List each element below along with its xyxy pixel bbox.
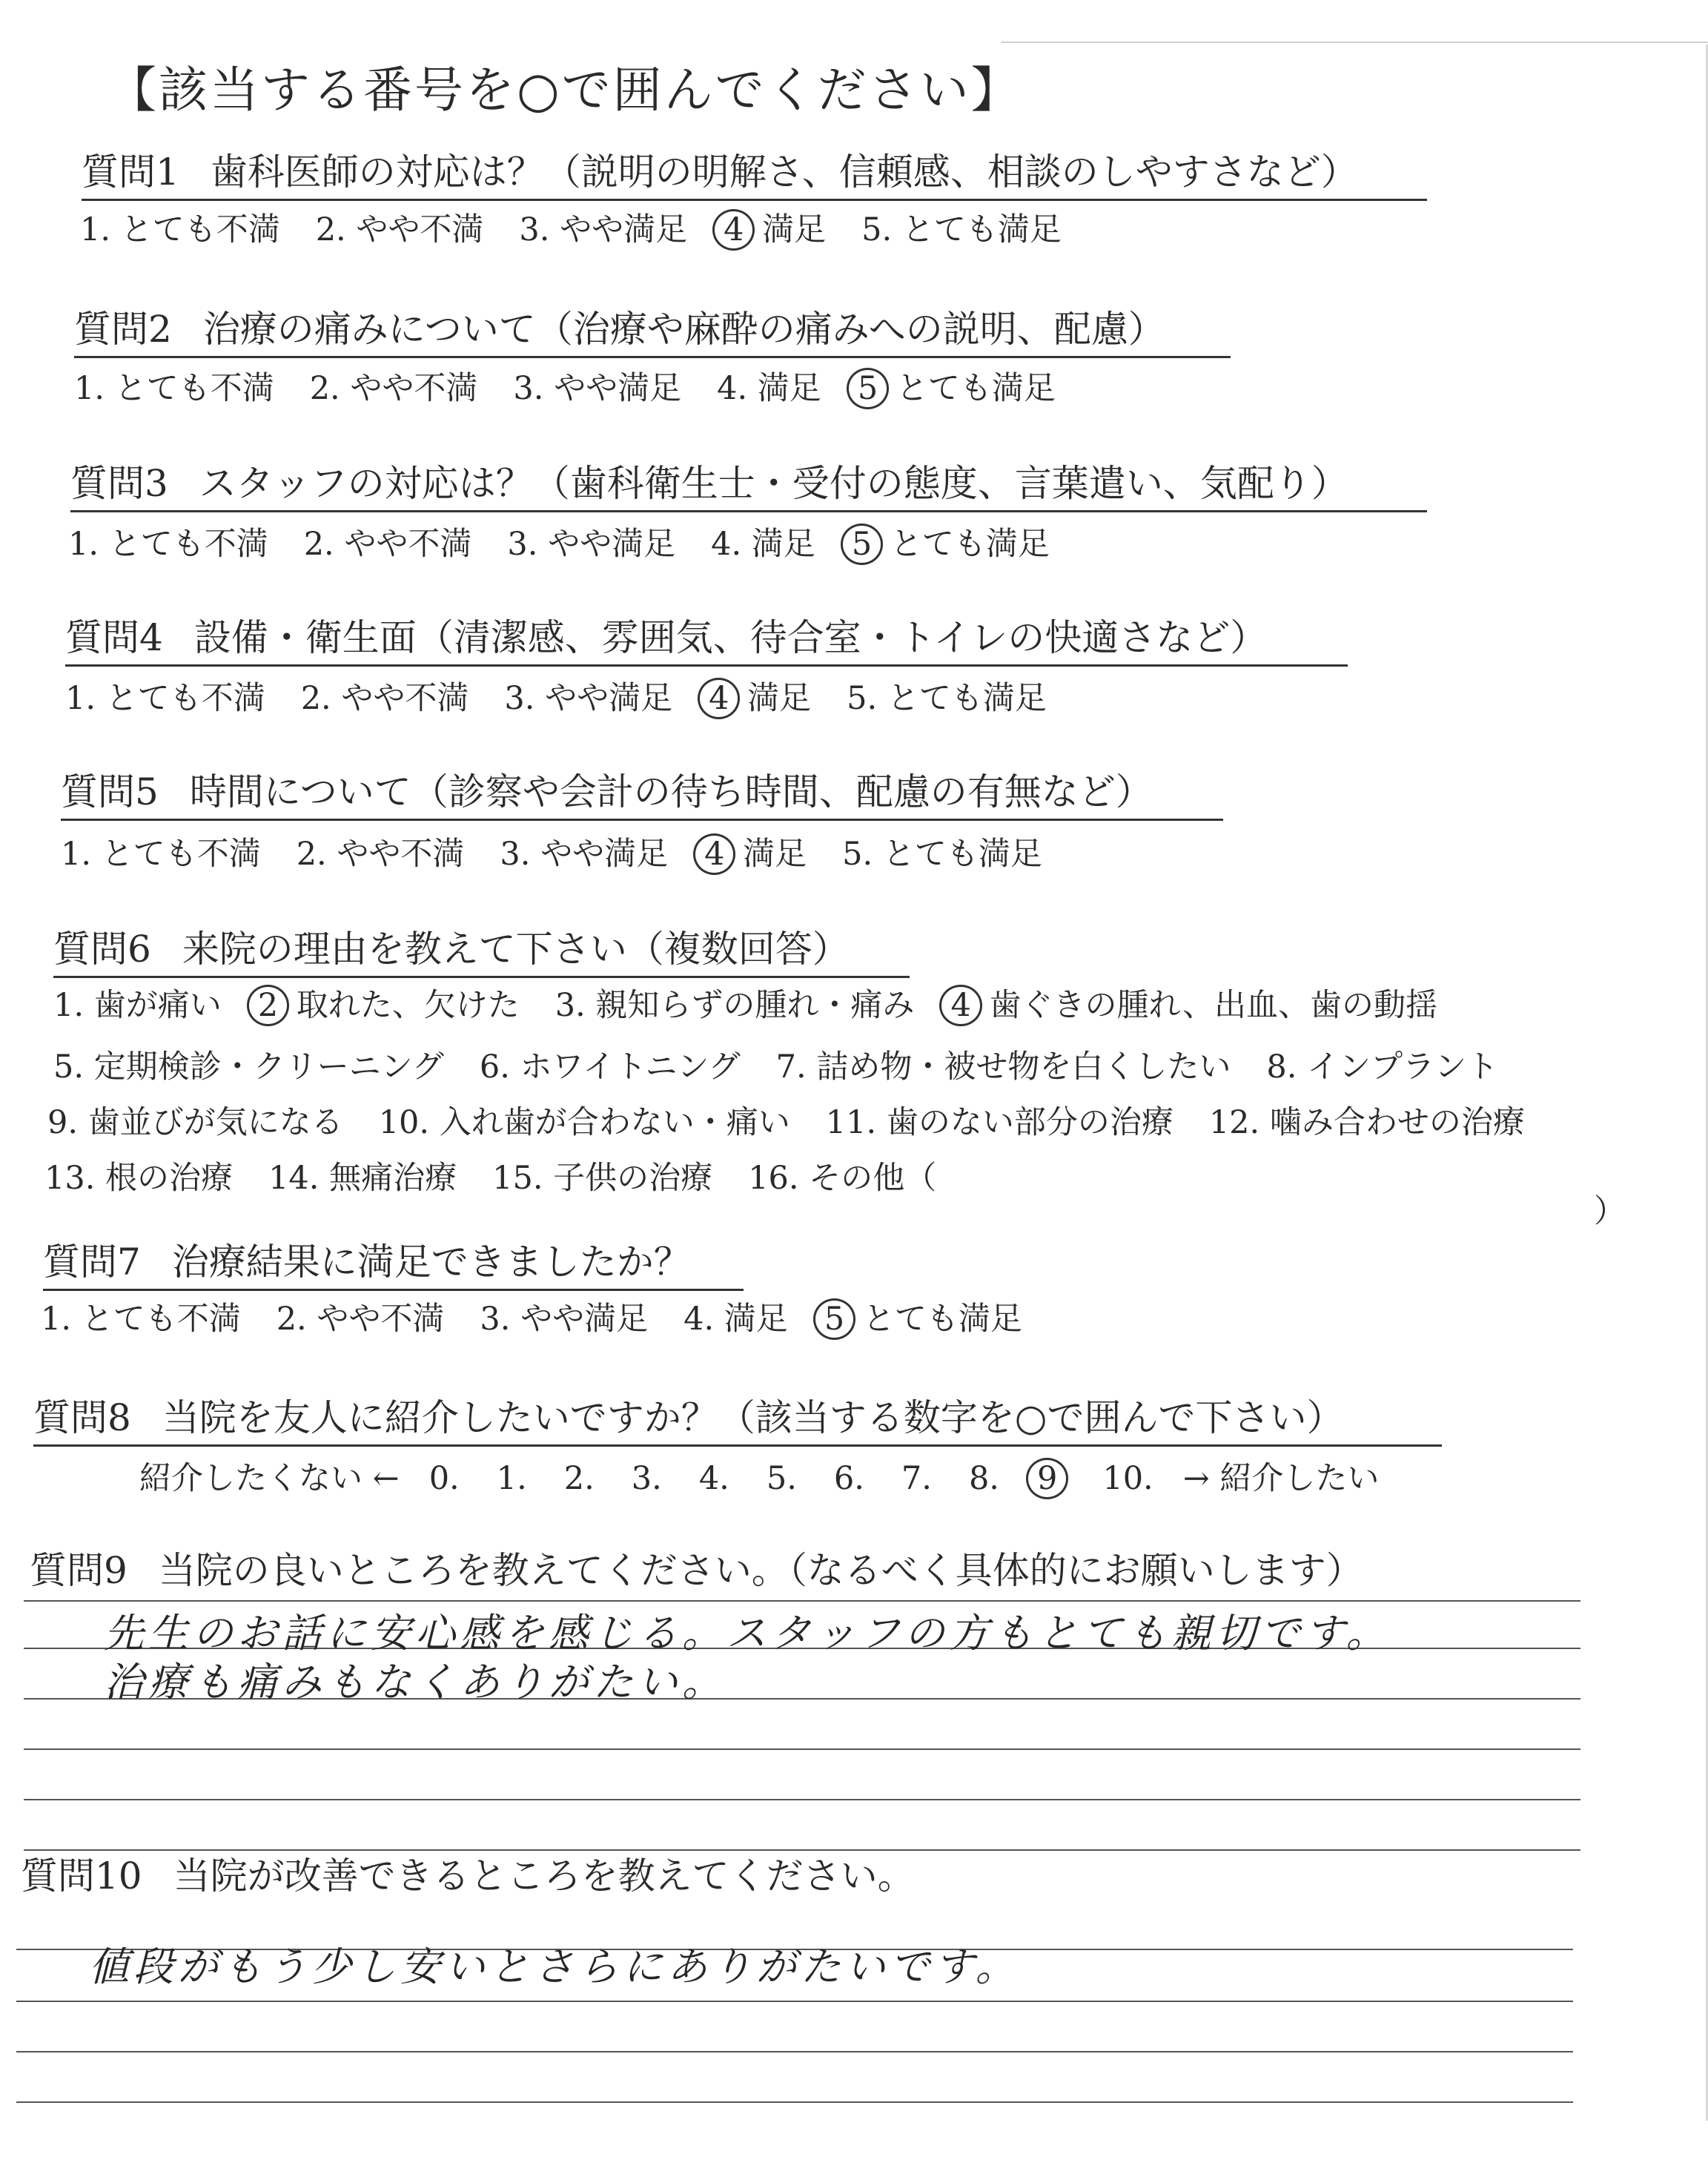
question-1-label: 質問1: [82, 151, 179, 194]
question-5-heading: [61, 762, 1223, 821]
q7-selected-circle: 5: [813, 1298, 855, 1340]
q8-scale-left-label: 紹介したくない ←: [139, 1460, 400, 1497]
q8-scale-right-label: → 紹介したい: [1182, 1460, 1380, 1497]
question-8-heading: [33, 1388, 1442, 1447]
question-2-label: 質問2: [74, 308, 172, 351]
q7-option-5-selected[interactable]: 5 とても満足: [824, 1301, 1022, 1338]
q9-handwritten-answer-line-1: 先生のお話に安心感を感じる。スタッフの方もとても親切です。: [104, 1610, 1391, 1657]
question-5-options: [61, 829, 1078, 875]
q4-selected-circle: 4: [698, 678, 740, 719]
q8-scale-8[interactable]: 8.: [968, 1460, 999, 1497]
q2-option-1[interactable]: 1. とても不満: [74, 370, 274, 407]
q2-option-4[interactable]: 4. 満足: [717, 370, 821, 407]
q10-ruled-line-2: [16, 2001, 1573, 2002]
question-8-scale: [139, 1453, 1379, 1499]
q8-scale-6[interactable]: 6.: [833, 1460, 864, 1497]
q8-scale-9-selected[interactable]: [1036, 1460, 1065, 1497]
q6-other-close-paren: ）: [1594, 1193, 1626, 1230]
question-3-options: [68, 519, 1085, 565]
q8-scale-0[interactable]: 0.: [428, 1460, 460, 1497]
question-4-options: [65, 673, 1082, 719]
q9-ruled-line-4: [24, 1748, 1580, 1750]
q1-selected-circle: 4: [712, 209, 755, 251]
q2-option-5-selected[interactable]: 5 とても満足: [857, 370, 1056, 407]
question-6-row-2: [53, 1042, 1534, 1087]
q6-option-4-selected[interactable]: 4 歯ぐきの腫れ、出血、歯の動揺: [950, 987, 1437, 1024]
question-6-row-1: [53, 980, 1473, 1026]
q5-selected-circle: 4: [693, 833, 735, 875]
question-3-text: スタッフの対応は？（歯科衛生士・受付の態度、言葉遣い、気配り）: [199, 462, 1348, 505]
q3-selected-circle: 5: [841, 524, 883, 565]
question-7-label: 質問7: [43, 1241, 141, 1284]
question-7-text: 治療結果に満足できましたか？: [171, 1241, 691, 1284]
q4-option-1[interactable]: 1. とても不満: [65, 680, 265, 717]
scan-edge-top: [1001, 42, 1708, 43]
q8-selected-circle: 9: [1026, 1458, 1068, 1499]
q2-option-2[interactable]: 2. やや不満: [309, 370, 478, 407]
question-5-label: 質問5: [61, 770, 159, 813]
q6-option-7[interactable]: 7. 詰め物・被せ物を白くしたい: [775, 1048, 1231, 1086]
q6-option-3[interactable]: 3. 親知らずの腫れ・痛み: [555, 987, 915, 1024]
question-6-row-4: [44, 1153, 972, 1198]
q4-option-4-selected[interactable]: 4 満足: [708, 680, 811, 717]
q8-scale-2[interactable]: 2.: [563, 1460, 595, 1497]
q4-option-2[interactable]: 2. やや不満: [300, 680, 469, 717]
question-10-label: 質問10: [21, 1855, 142, 1898]
q6-option-2-selected[interactable]: 2 取れた、欠けた: [257, 987, 520, 1024]
q5-option-1[interactable]: 1. とても不満: [61, 836, 261, 873]
question-4-heading: [65, 608, 1348, 667]
q2-option-3[interactable]: 3. やや満足: [513, 370, 682, 407]
question-8-text: 当院を友人に紹介したいですか？（該当する数字を○で囲んで下さい）: [162, 1396, 1344, 1439]
q4-option-3[interactable]: 3. やや満足: [504, 680, 673, 717]
q6-option-13[interactable]: 13. 根の治療: [44, 1160, 234, 1197]
q7-option-1[interactable]: 1. とても不満: [41, 1301, 241, 1338]
question-6-text: 来院の理由を教えて下さい（複数回答）: [182, 928, 850, 971]
q9-handwritten-answer-line-2: 治療も痛みもなくありがたい。: [104, 1659, 726, 1705]
q8-scale-1[interactable]: 1.: [496, 1460, 527, 1497]
q1-option-2[interactable]: 2. やや不満: [315, 211, 484, 248]
q5-option-4-selected[interactable]: 4 満足: [704, 836, 807, 873]
q6-option-11[interactable]: 11. 歯のない部分の治療: [825, 1104, 1174, 1141]
question-1-options: [80, 205, 1097, 251]
q3-option-2[interactable]: 2. やや不満: [303, 526, 472, 563]
q2-selected-circle: 5: [847, 368, 889, 409]
q6-option-5[interactable]: 5. 定期検診・クリーニング: [53, 1048, 444, 1086]
q5-option-3[interactable]: 3. やや満足: [500, 836, 669, 873]
question-4-label: 質問4: [65, 616, 163, 659]
q10-ruled-line-3: [16, 2051, 1573, 2052]
q1-option-1[interactable]: 1. とても不満: [80, 211, 280, 248]
q3-option-3[interactable]: 3. やや満足: [507, 526, 676, 563]
question-7-options: [41, 1294, 1058, 1340]
question-10-text: 当院が改善できるところを教えてください。: [173, 1855, 915, 1898]
question-9-heading: [30, 1541, 1363, 1594]
q6-selected-circle-4: 4: [939, 985, 982, 1026]
question-1-text: 歯科医師の対応は？（説明の明解さ、信頼感、相談のしやすさなど）: [210, 151, 1358, 194]
q8-scale-10[interactable]: 10.: [1102, 1460, 1153, 1497]
q6-option-6[interactable]: 6. ホワイトニング: [479, 1048, 741, 1086]
question-6-heading: [53, 919, 910, 978]
q7-option-3[interactable]: 3. やや満足: [480, 1301, 649, 1338]
q10-handwritten-answer-line-1: 値段がもう少し安いとさらにありがたいです。: [89, 1943, 1020, 1990]
q7-option-4[interactable]: 4. 満足: [683, 1301, 788, 1338]
q5-option-2[interactable]: 2. やや不満: [296, 836, 465, 873]
question-3-heading: [70, 454, 1427, 512]
q3-option-4[interactable]: 4. 満足: [711, 526, 815, 563]
question-6-row-3: [47, 1097, 1560, 1143]
question-7-heading: [43, 1232, 744, 1291]
question-10-heading: [21, 1846, 915, 1900]
q8-scale-5[interactable]: 5.: [766, 1460, 797, 1497]
q6-option-9[interactable]: 9. 歯並びが気になる: [47, 1104, 343, 1141]
q6-option-15[interactable]: 15. 子供の治療: [492, 1160, 713, 1197]
q6-option-1[interactable]: 1. 歯が痛い: [53, 987, 222, 1024]
q6-option-8[interactable]: 8. インプラント: [1266, 1048, 1499, 1086]
q3-option-5-selected[interactable]: 5 とても満足: [851, 526, 1050, 563]
q1-option-3[interactable]: 3. やや満足: [519, 211, 688, 248]
q1-option-5[interactable]: 5. とても満足: [861, 211, 1062, 248]
q4-option-5[interactable]: 5. とても満足: [847, 680, 1047, 717]
question-1-heading: [82, 142, 1427, 201]
q7-option-2[interactable]: 2. やや不満: [276, 1301, 445, 1338]
q10-ruled-line-4: [16, 2101, 1573, 2103]
q5-option-5[interactable]: 5. とても満足: [842, 836, 1042, 873]
q8-scale-4[interactable]: 4.: [698, 1460, 729, 1497]
q6-option-14[interactable]: 14. 無痛治療: [268, 1160, 457, 1197]
q3-option-1[interactable]: 1. とても不満: [68, 526, 268, 563]
q9-ruled-line-5: [24, 1799, 1580, 1800]
q8-scale-7[interactable]: 7.: [901, 1460, 932, 1497]
q6-option-12[interactable]: 12. 噛み合わせの治療: [1208, 1104, 1525, 1141]
q6-option-10[interactable]: 10. 入れ歯が合わない・痛い: [378, 1104, 790, 1141]
q8-scale-3[interactable]: 3.: [631, 1460, 662, 1497]
question-2-text: 治療の痛みについて（治療や麻酔の痛みへの説明、配慮）: [202, 308, 1165, 351]
question-2-options: [74, 363, 1091, 409]
question-5-text: 時間について（診察や会計の待ち時間、配慮の有無など）: [189, 770, 1153, 813]
question-6-label: 質問6: [53, 928, 151, 971]
question-4-text: 設備・衛生面（清潔感、雰囲気、待合室・トイレの快適さなど）: [193, 616, 1268, 659]
question-8-label: 質問8: [33, 1396, 131, 1439]
question-9-text: 当院の良いところを教えてください。（なるべく具体的にお願いします）: [158, 1549, 1363, 1592]
page-title: 【該当する番号を○で囲んでください】: [107, 62, 1022, 119]
q1-option-4-selected[interactable]: 4 満足: [723, 211, 826, 248]
question-3-label: 質問3: [70, 462, 168, 505]
question-2-heading: [74, 300, 1231, 358]
q6-option-16[interactable]: 16. その他（: [748, 1160, 937, 1197]
q6-selected-circle-2: 2: [247, 985, 289, 1026]
question-9-label: 質問9: [30, 1549, 128, 1592]
